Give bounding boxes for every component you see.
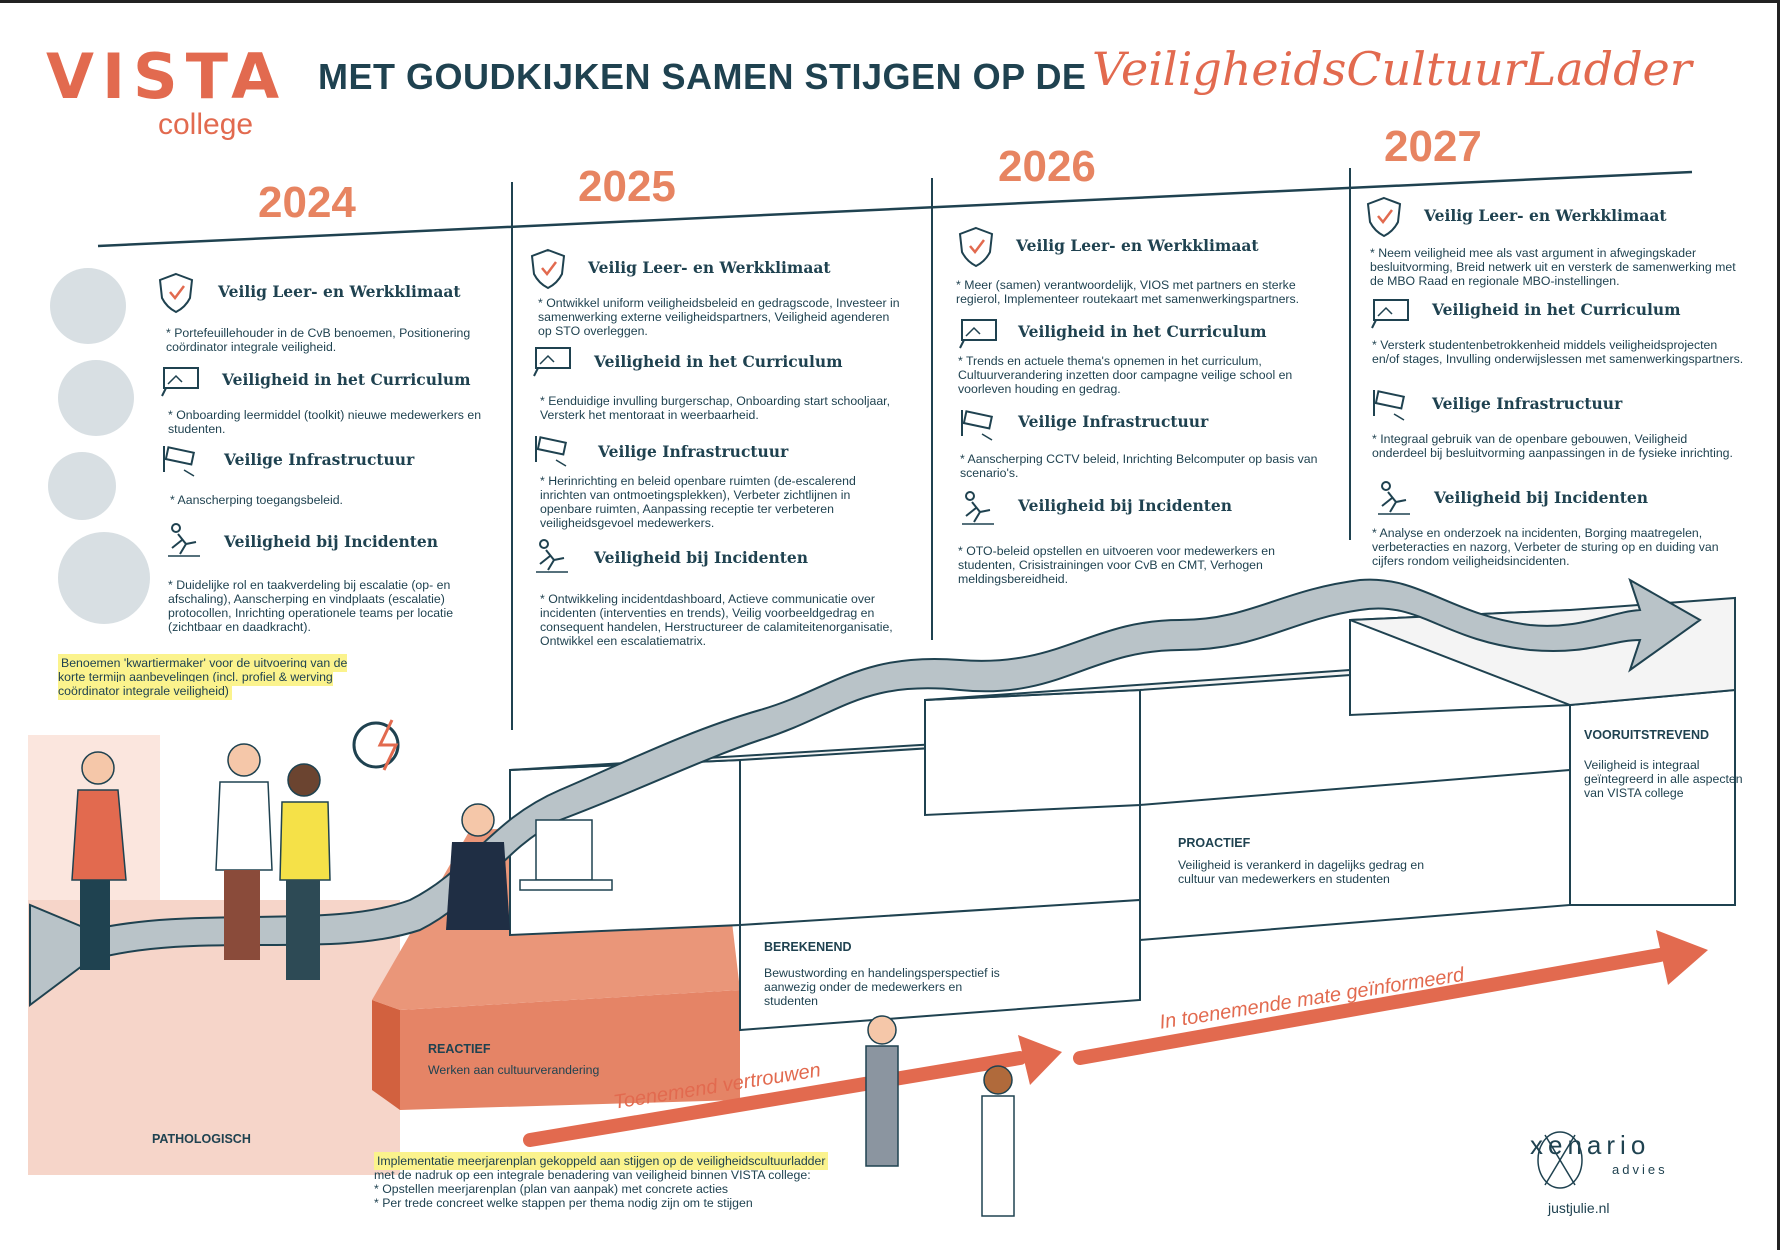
whiteboard-icon [1372, 300, 1408, 328]
theme-title: Veilig Leer- en Werkklimaat [1424, 206, 1667, 225]
year-2027: 2027 [1384, 122, 1482, 171]
falling-person-icon [168, 524, 200, 556]
theme-title: Veilig Leer- en Werkklimaat [218, 282, 461, 301]
step-vooruitstrevend-desc: Veiligheid is integraal geïntegreerd in alle aspecten van VISTA college [1584, 758, 1743, 800]
theme-text: * Versterk studentenbetrokkenheid middels veiligheidsprojecten en/of stages, Invulling onderwijslessen met samenwerkingspartners. [1372, 338, 1744, 366]
step-reactief-title: REACTIEF [428, 1042, 491, 1056]
illustration-cctv-people [58, 532, 150, 624]
informed-arrow-head [1656, 930, 1708, 985]
theme-title: Veiligheid bij Incidenten [224, 532, 439, 551]
falling-person-icon [1378, 482, 1410, 514]
trust-arrow-label: Toenemend vertrouwen [612, 1059, 823, 1114]
theme-title: Veiligheid bij Incidenten [1018, 496, 1233, 515]
xenario-logo: xenario [1530, 1130, 1651, 1160]
theme-text: * Duidelijke rol en taakverdeling bij escalatie (op- en afschaling), Aanscherping en vindplaats (escalatie) protocollen, Inrichting operationele teams per locatie (zichtbaar en daadkracht). [168, 578, 454, 634]
theme-text: * Aanscherping CCTV beleid, Inrichting Belcomputer op basis van scenario's. [960, 452, 1318, 480]
whiteboard-icon [960, 320, 996, 348]
step-berekenend-desc: Bewustwording en handelingsperspectief is aanwezig onder de medewerkers en studenten [764, 966, 1000, 1008]
year-2025: 2025 [578, 162, 676, 211]
theme-text: * Portefeuillehouder in de CvB benoemen, Positionering coördinator integrale veiligheid. [166, 326, 471, 354]
theme-title: Veiligheid in het Curriculum [222, 370, 471, 389]
theme-text: * Integraal gebruik van de openbare gebouwen, Veiligheid onderdeel bij besluitvorming aanpassingen in de fysieke inrichting. [1372, 432, 1733, 460]
cctv-icon [536, 436, 566, 466]
illustration-people-shield [50, 268, 126, 344]
theme-text: * Onboarding leermiddel (toolkit) nieuwe medewerkers en studenten. [168, 408, 482, 436]
credit-link: justjulie.nl [1548, 1200, 1610, 1216]
year-2024: 2024 [258, 178, 356, 227]
theme-text: * Eenduidige invulling burgerschap, Onboarding start schooljaar, Versterk het mentoraat in weerbaarheid. [540, 394, 890, 422]
alarm-clock-icon [354, 720, 398, 770]
informed-arrow-shaft [1080, 955, 1660, 1058]
falling-person-icon [536, 540, 568, 572]
theme-title: Veilige Infrastructuur [224, 450, 415, 469]
figure-people-bottom [866, 1016, 1014, 1216]
illustration-falling-person [48, 452, 116, 520]
theme-text: * Analyse en onderzoek na incidenten, Borging maatregelen, verbeteracties en nazorg, Verbeter de sturing op en duiding van cijfers rondom veiligheidsincidenten. [1372, 526, 1719, 568]
step-berekenend-front [740, 900, 1140, 1030]
theme-title: Veilig Leer- en Werkklimaat [1016, 236, 1259, 255]
xenario-logo-sub: advies [1612, 1162, 1668, 1177]
year-2026: 2026 [998, 142, 1096, 191]
step-proactief-front [1140, 770, 1570, 940]
theme-text: * Ontwikkel uniform veiligheidsbeleid en gedragscode, Investeer in samenwerking externe veiligheidspartners, Veiligheid agenderen op STO overleggen. [538, 296, 900, 338]
theme-text: * Meer (samen) verantwoordelijk, VIOS met partners en sterke regierol, Implementeer routekaart met samenwerkingspartners. [956, 278, 1300, 306]
falling-person-icon [962, 492, 994, 524]
step-proactief-title: PROACTIEF [1178, 836, 1251, 850]
cctv-icon [962, 410, 992, 440]
shield-check-icon [960, 228, 992, 266]
theme-text: * Ontwikkeling incidentdashboard, Actieve communicatie over incidenten (interventies en trends), Veilig voorbeeldgedrag en consequent handelen, Herstructureer de calamiteitenorganisatie, Ontwikkel een escalatiematrix. [540, 592, 893, 648]
theme-title: Veiligheid in het Curriculum [1018, 322, 1267, 341]
implementation-note: Implementatie meerjarenplan gekoppeld aan stijgen op de veiligheidscultuurladder met de nadruk op een integrale benadering van veiligheid binnen VISTA college: * Opstellen meerjarenplan (plan van aanpak) met concrete acties * Per trede concreet welke stappen per thema nodig zijn om te stijgen [374, 1154, 874, 1210]
theme-title: Veiligheid in het Curriculum [594, 352, 843, 371]
theme-text: * Herinrichting en beleid openbare ruimten (de-escalerend inrichten van ontmoetingsplekken), Verbeter zichtlijnen in openbare ruimten, Aanpassing receptie ter verbeteren veiligheidsgevoel medewerkers. [540, 474, 856, 530]
theme-text: * OTO-beleid opstellen en uitvoeren voor medewerkers en studenten, Crisistrainingen voor CvB en CMT, Verhogen meldingsbereidheid. [958, 544, 1275, 586]
informed-arrow-label: In toenemende mate geïnformeerd [1158, 963, 1466, 1034]
vista-logo-sub: college [158, 108, 254, 141]
cctv-icon [1374, 390, 1404, 420]
shield-check-icon [532, 250, 564, 288]
step-proactief-riser [925, 690, 1140, 815]
theme-text: * Neem veiligheid mee als vast argument in afwegingskader besluitvorming, Breid netwerk uit en versterk de samenwerking met de MBO Raad en regionale MBO-instellingen. [1370, 246, 1736, 288]
vista-logo: VISTA [46, 40, 288, 113]
whiteboard-icon [534, 348, 570, 376]
note-kwartiermaker: Benoemen 'kwartiermaker' voor de uitvoering van de korte termijn aanbevelingen (incl. profiel & werving coördinator integrale veiligheid) [58, 656, 348, 698]
page-title: MET GOUDKIJKEN SAMEN STIJGEN OP DE [318, 56, 1087, 97]
theme-title: Veiligheid in het Curriculum [1432, 300, 1681, 319]
step-vooruitstrevend-title: VOORUITSTREVEND [1584, 728, 1710, 742]
step-berekenend-title: BEREKENEND [764, 940, 852, 954]
step-reactief-desc: Werken aan cultuurverandering [428, 1063, 600, 1077]
cctv-icon [164, 446, 194, 476]
theme-title: Veilige Infrastructuur [598, 442, 789, 461]
page-title-script: VeiligheidsCultuurLadder [1092, 42, 1692, 96]
theme-title: Veilige Infrastructuur [1018, 412, 1209, 431]
theme-title: Veilig Leer- en Werkklimaat [588, 258, 831, 277]
theme-title: Veiligheid bij Incidenten [594, 548, 809, 567]
theme-text: * Trends en actuele thema's opnemen in het curriculum, Cultuurverandering inzetten door campagne veilige school en voorleven houding en gedrag. [958, 354, 1293, 396]
trust-arrow-head [1018, 1035, 1062, 1085]
shield-check-icon [1368, 198, 1400, 236]
step-pathologisch-title: PATHOLOGISCH [152, 1132, 251, 1146]
theme-title: Veiligheid bij Incidenten [1434, 488, 1649, 507]
illustration-whiteboard-person [58, 360, 134, 436]
step-proactief-desc: Veiligheid is verankerd in dagelijks gedrag en cultuur van medewerkers en studenten [1178, 858, 1425, 886]
whiteboard-icon [162, 368, 198, 396]
theme-text: * Aanscherping toegangsbeleid. [170, 493, 343, 507]
theme-title: Veilige Infrastructuur [1432, 394, 1623, 413]
shield-check-icon [160, 274, 192, 312]
